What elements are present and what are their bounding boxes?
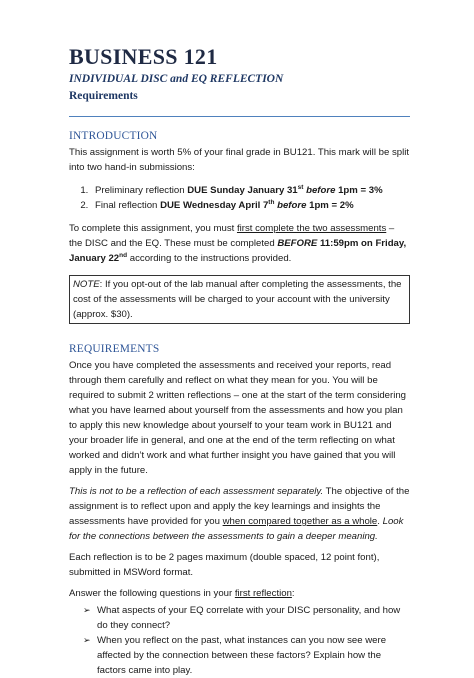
document-title: BUSINESS 121 xyxy=(69,44,218,69)
opt-out-note-box xyxy=(69,275,410,324)
document-subtitle: INDIVIDUAL DISC and EQ REFLECTION xyxy=(69,73,284,85)
assessment-instructions-paragraph: To complete this assignment, you must first complete the two assessments – the DISC and the EQ. These must be completed BEFORE 11:59pm on Friday, January 22nd according to the instructions provided. xyxy=(69,223,407,264)
objective-paragraph: This is not to be a reflection of each assessment separately. The objective of the assignment is to reflect upon and apply the key learnings and insights the assessments have provided for you when compared together as a whole. Look for the connections between the assessments to gain a deeper meaning. xyxy=(69,486,410,542)
section-heading-introduction: INTRODUCTION xyxy=(69,130,158,142)
document-subtitle-requirements: Requirements xyxy=(69,90,138,102)
list-item: ➢ What aspects of your EQ correlate with your DISC personality, and how do they connect? xyxy=(83,605,401,631)
list-item: 1. Preliminary reflection DUE Sunday January 31st before 1pm = 3% xyxy=(91,183,410,198)
note-text: : If you opt-out of the lab manual after completing the assessments, the cost of the assessments will be charged to your account with the university (approx. $30). xyxy=(73,279,402,320)
questions-intro: Answer the following questions in your first reflection: xyxy=(69,588,295,599)
submission-list xyxy=(69,183,410,213)
list-item: ➢ When you reflect on the past, what instances can you now see were affected by the connection between these factors? Explain how the factors came into play. xyxy=(83,635,387,676)
intro-paragraph: This assignment is worth 5% of your final grade in BU121. This mark will be split into two hand-in submissions: xyxy=(69,147,410,173)
arrow-bullet-icon: ➢ xyxy=(83,635,91,645)
note-label: NOTE xyxy=(73,279,100,290)
format-paragraph: Each reflection is to be 2 pages maximum (double spaced, 12 point font), submitted in MSWord format. xyxy=(69,552,380,578)
arrow-bullet-icon: ➢ xyxy=(83,605,91,615)
requirements-paragraph: Once you have completed the assessments and received your reports, read through them carefully and reflect on what they mean for you. You will be required to submit 2 written reflections – one at the start of the term considering what you have learned about yourself from the assessments and how you plan to apply this new knowledge about yourself to your team work in BU121 and your broader life in general, and one at the end of the term reflecting on what worked and didn’t work and what further insight you have gained that you will apply in the future. xyxy=(69,360,407,476)
section-heading-requirements: REQUIREMENTS xyxy=(69,343,160,355)
title-divider xyxy=(69,116,410,117)
list-item: 2. Final reflection DUE Wednesday April 7th before 1pm = 2% xyxy=(91,198,410,213)
question-list xyxy=(69,603,410,678)
